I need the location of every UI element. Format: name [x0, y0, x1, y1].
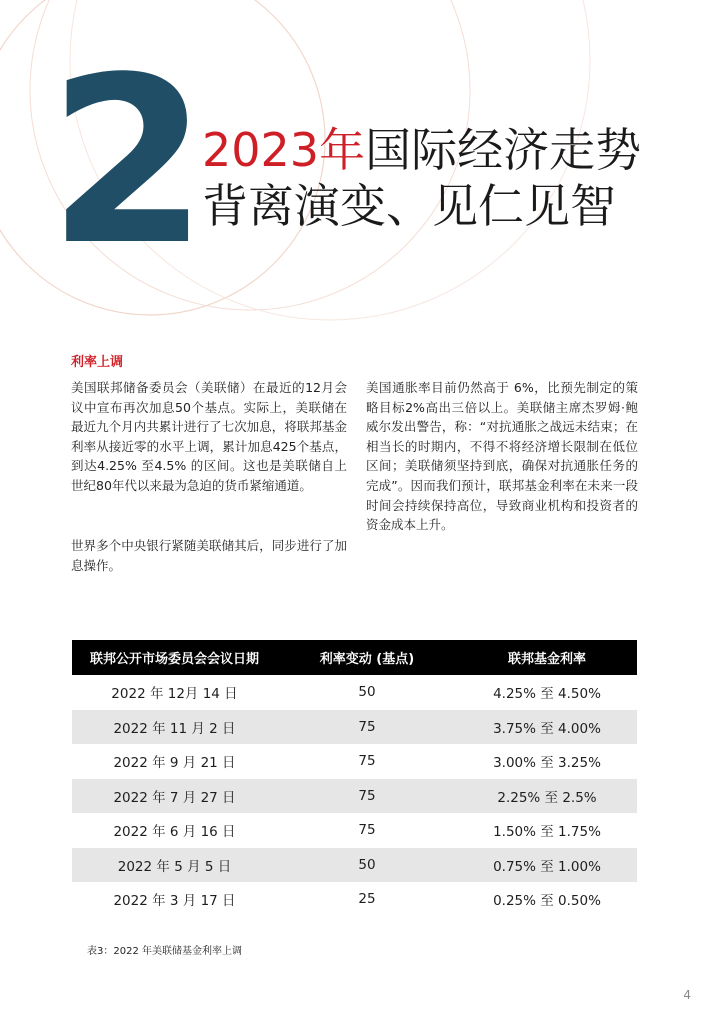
table-header-row	[72, 640, 637, 675]
cell-date: 2022 年 5 月 5 日	[72, 848, 277, 883]
cell-date: 2022 年 6 月 16 日	[72, 813, 277, 848]
cell-date: 2022 年 12月 14 日	[72, 675, 277, 710]
chapter-number: 2	[48, 29, 205, 296]
table-row	[72, 744, 637, 779]
section-heading: 利率上调	[71, 355, 124, 370]
table-row	[72, 675, 637, 710]
cell-date: 2022 年 7 月 27 日	[72, 779, 277, 814]
rate-table	[72, 640, 637, 917]
cell-date: 2022 年 9 月 21 日	[72, 744, 277, 779]
cell-rate: 0.75% 至 1.00%	[457, 848, 637, 883]
cell-rate: 4.25% 至 4.50%	[457, 675, 637, 710]
table-row	[72, 710, 637, 745]
header-rate: 联邦基金利率	[457, 640, 637, 675]
cell-change: 75	[277, 744, 457, 779]
cell-rate: 3.75% 至 4.00%	[457, 710, 637, 745]
paragraph-2: 世界多个中央银行紧随美联储其后，同步进行了加息操作。	[71, 538, 347, 573]
cell-rate: 1.50% 至 1.75%	[457, 813, 637, 848]
cell-change: 25	[277, 882, 457, 917]
cell-change: 50	[277, 848, 457, 883]
cell-date: 2022 年 11 月 2 日	[72, 710, 277, 745]
cell-rate: 2.25% 至 2.5%	[457, 779, 637, 814]
cell-change: 75	[277, 813, 457, 848]
cell-change: 75	[277, 710, 457, 745]
title-line-2: 背离演变、见仁见智	[202, 179, 616, 233]
cell-change: 75	[277, 779, 457, 814]
paragraph-3: 美国通胀率目前仍然高于 6%，比预先制定的策略目标2%高出三倍以上。美联储主席杰罗姆·鲍威尔发出警告，称：“对抗通胀之战远未结束；在相当长的时期内，不得不将经济增长限制在低位区间；美联储须坚持到底，确保对抗通胀任务的完成”。因而我们预计，联邦基金利率在未来一段时间会持续保持高位，导致商业机构和投资者的资金成本上升。	[366, 380, 638, 533]
header-change: 利率变动 (基点)	[277, 640, 457, 675]
title-line-1	[202, 122, 641, 178]
page-number: 4	[683, 988, 691, 1002]
cell-date: 2022 年 3 月 17 日	[72, 882, 277, 917]
table-row	[72, 848, 637, 883]
cell-rate: 3.00% 至 3.25%	[457, 744, 637, 779]
table-row	[72, 882, 637, 917]
cell-change: 50	[277, 675, 457, 710]
title-line-1-rest: 国际经济走势	[365, 123, 642, 177]
cell-rate: 0.25% 至 0.50%	[457, 882, 637, 917]
table-row	[72, 813, 637, 848]
paragraph-1: 美国联邦储备委员会（美联储）在最近的12月会议中宣布再次加息50个基点。实际上，美联储在最近九个月内共累计进行了七次加息，将联邦基金利率从接近零的水平上调，累计加息425个基点，到达4.25% 至4.5% 的区间。这也是美联储自上世纪80年代以来最为急迫的货币紧缩通道。	[71, 380, 347, 493]
table-row	[72, 779, 637, 814]
table-caption: 表3：2022 年美联储基金利率上调	[87, 946, 242, 957]
title-year: 2023年	[202, 123, 366, 177]
chapter-title	[202, 122, 641, 234]
header-date: 联邦公开市场委员会会议日期	[72, 640, 277, 675]
